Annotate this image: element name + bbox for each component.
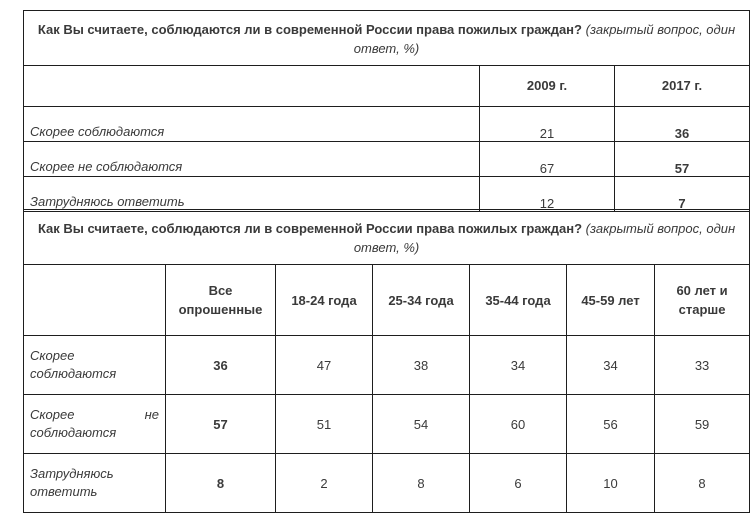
- cell-value: 38: [373, 336, 470, 395]
- cell-value: 34: [567, 336, 655, 395]
- cell-value: 51: [276, 395, 373, 454]
- row-label-word: Скорее: [30, 407, 75, 422]
- cell-value: 56: [567, 395, 655, 454]
- cell-value: 12: [480, 177, 615, 212]
- table-header-row: [24, 265, 750, 336]
- table-title-row: [24, 210, 750, 265]
- trend-table: [23, 10, 750, 212]
- cell-value: 67: [480, 142, 615, 177]
- cell-value: 57: [166, 395, 276, 454]
- row-label: Скорее соблюдаются: [24, 107, 480, 142]
- row-label-word: соблюдаются: [30, 425, 117, 440]
- row-label: Скорее не соблюдаются: [24, 142, 480, 177]
- header-empty-cell: [24, 265, 166, 336]
- row-label: [24, 336, 166, 395]
- column-header-all: Все опрошенные: [166, 265, 276, 336]
- table-row: [24, 142, 750, 177]
- cell-value: 10: [567, 454, 655, 513]
- cell-value: 54: [373, 395, 470, 454]
- column-header-60-plus: 60 лет и старше: [655, 265, 750, 336]
- cell-value: 36: [615, 107, 750, 142]
- row-label: [24, 395, 166, 454]
- cell-value: 59: [655, 395, 750, 454]
- row-label: [24, 454, 166, 513]
- cell-value: 6: [470, 454, 567, 513]
- table-row: [24, 107, 750, 142]
- cell-value: 34: [470, 336, 567, 395]
- cell-value: 21: [480, 107, 615, 142]
- cell-value: 57: [615, 142, 750, 177]
- table-header-row: [24, 66, 750, 107]
- row-label-word: ответить: [30, 484, 98, 499]
- table-title-note: (закрытый вопрос, один ответ, %): [353, 221, 736, 255]
- cell-value: 8: [166, 454, 276, 513]
- row-label-word: не: [144, 407, 159, 422]
- table-row: [24, 454, 750, 513]
- column-header-45-59: 45-59 лет: [567, 265, 655, 336]
- row-label-word: Скорее: [30, 348, 75, 363]
- row-label: Затрудняюсь ответить: [24, 177, 480, 212]
- column-header-18-24: 18-24 года: [276, 265, 373, 336]
- column-header-2017: 2017 г.: [615, 66, 750, 107]
- column-header-25-34: 25-34 года: [373, 265, 470, 336]
- age-breakdown-table: [23, 209, 750, 513]
- cell-value: 47: [276, 336, 373, 395]
- table-title-row: [24, 11, 750, 66]
- row-label-word: Затрудняюсь: [30, 466, 114, 481]
- table-title: [24, 210, 750, 265]
- table-title: [24, 11, 750, 66]
- column-header-35-44: 35-44 года: [470, 265, 567, 336]
- table-title-main: Как Вы считаете, соблюдаются ли в современной России права пожилых граждан?: [37, 22, 582, 37]
- cell-value: 7: [615, 177, 750, 212]
- cell-value: 33: [655, 336, 750, 395]
- cell-value: 8: [655, 454, 750, 513]
- cell-value: 36: [166, 336, 276, 395]
- cell-value: 2: [276, 454, 373, 513]
- cell-value: 8: [373, 454, 470, 513]
- table-row: [24, 395, 750, 454]
- table-row: [24, 336, 750, 395]
- table-title-main: Как Вы считаете, соблюдаются ли в современной России права пожилых граждан?: [37, 221, 583, 236]
- table-title-note: (закрытый вопрос, один ответ, %): [353, 22, 736, 56]
- column-header-2009: 2009 г.: [480, 66, 615, 107]
- table-row: [24, 177, 750, 212]
- header-empty-cell: [24, 66, 480, 107]
- cell-value: 60: [470, 395, 567, 454]
- row-label-word: соблюдаются: [30, 366, 117, 381]
